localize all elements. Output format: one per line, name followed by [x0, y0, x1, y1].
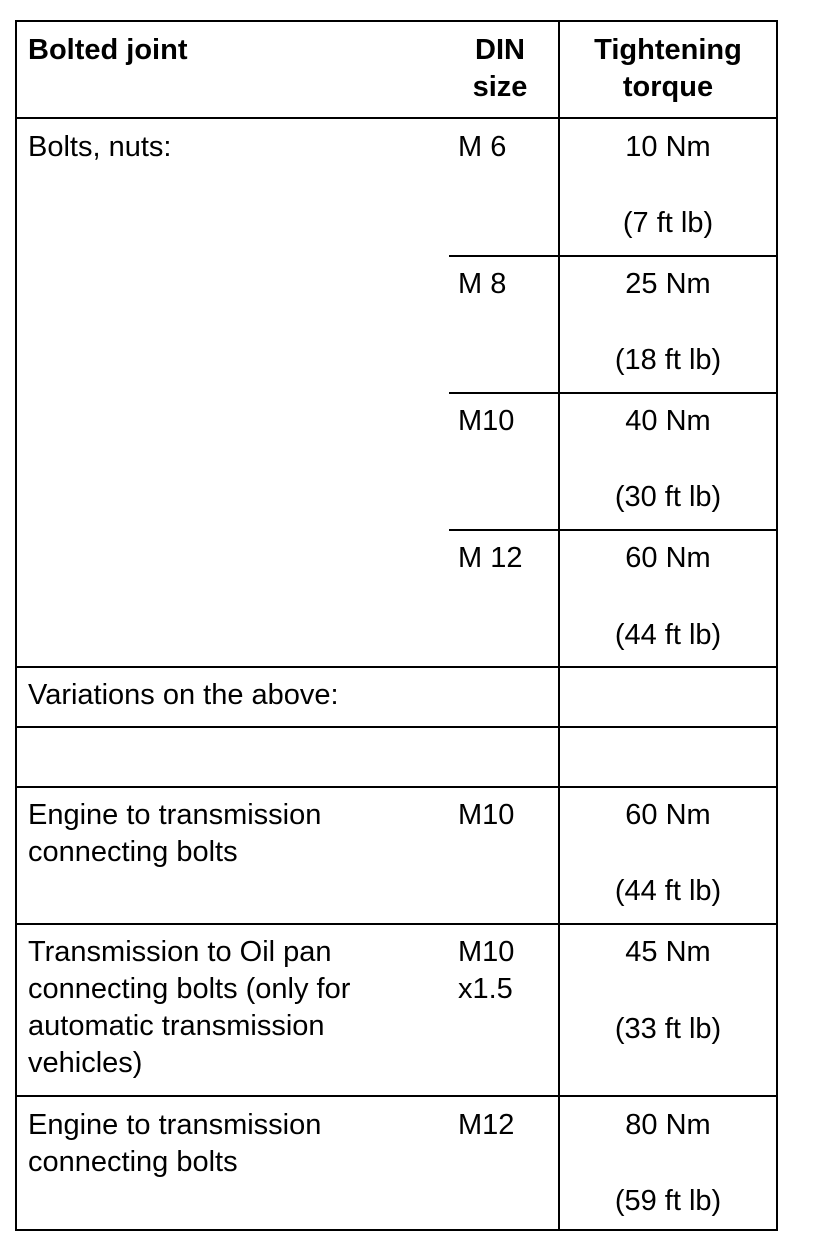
row-divider-var1: [17, 923, 776, 925]
header-bolted-joint: Bolted joint: [28, 34, 188, 66]
variation-3-ftlb: (59 ft lb): [614, 1185, 722, 1217]
header-din: DIN: [475, 34, 525, 66]
row-divider-m10: [449, 392, 778, 394]
variation-3-joint-line2: connecting bolts: [28, 1146, 238, 1178]
size-m10: M10: [458, 405, 515, 437]
header-size: size: [472, 71, 528, 103]
torque-nm-m12: 60 Nm: [625, 542, 711, 574]
variation-2-joint-line2: connecting bolts (only for: [28, 973, 351, 1005]
variation-1-nm: 60 Nm: [625, 799, 711, 831]
variation-2-ftlb: (33 ft lb): [614, 1013, 722, 1045]
bolts-nuts-label: Bolts, nuts:: [28, 131, 172, 163]
header-tightening: Tightening: [594, 34, 742, 66]
torque-ftlb-m12: (44 ft lb): [614, 619, 722, 651]
row-divider-var2: [17, 1095, 776, 1097]
header-torque: torque: [622, 71, 714, 103]
variations-label: Variations on the above:: [28, 679, 339, 711]
variation-3-size: M12: [458, 1109, 515, 1141]
variation-1-joint-line2: connecting bolts: [28, 836, 238, 868]
size-m8: M 8: [458, 268, 507, 300]
row-divider-variations: [17, 726, 776, 728]
variation-1-joint-line1: Engine to transmission: [28, 799, 322, 831]
row-divider-empty: [17, 786, 776, 788]
torque-ftlb-m10: (30 ft lb): [614, 481, 722, 513]
row-divider-m12: [449, 529, 778, 531]
row-divider-m8: [449, 255, 778, 257]
size-m6: M 6: [458, 131, 507, 163]
variation-2-joint-line1: Transmission to Oil pan: [28, 936, 332, 968]
variation-2-joint-line3: automatic transmission: [28, 1010, 325, 1042]
torque-ftlb-m8: (18 ft lb): [614, 344, 722, 376]
size-m12: M 12: [458, 542, 523, 574]
torque-ftlb-m6: (7 ft lb): [622, 207, 714, 239]
torque-nm-m10: 40 Nm: [625, 405, 711, 437]
variation-2-size-line1: M10: [458, 936, 515, 968]
variation-2-size-line2: x1.5: [458, 973, 513, 1005]
variation-1-size: M10: [458, 799, 515, 831]
torque-nm-m6: 10 Nm: [625, 131, 711, 163]
variation-3-nm: 80 Nm: [625, 1109, 711, 1141]
header-divider: [17, 117, 776, 119]
variation-2-nm: 45 Nm: [625, 936, 711, 968]
variation-2-joint-line4: vehicles): [28, 1047, 143, 1079]
row-divider-bolts-end: [17, 666, 776, 668]
variation-1-ftlb: (44 ft lb): [614, 875, 722, 907]
variation-3-joint-line1: Engine to transmission: [28, 1109, 322, 1141]
torque-nm-m8: 25 Nm: [625, 268, 711, 300]
